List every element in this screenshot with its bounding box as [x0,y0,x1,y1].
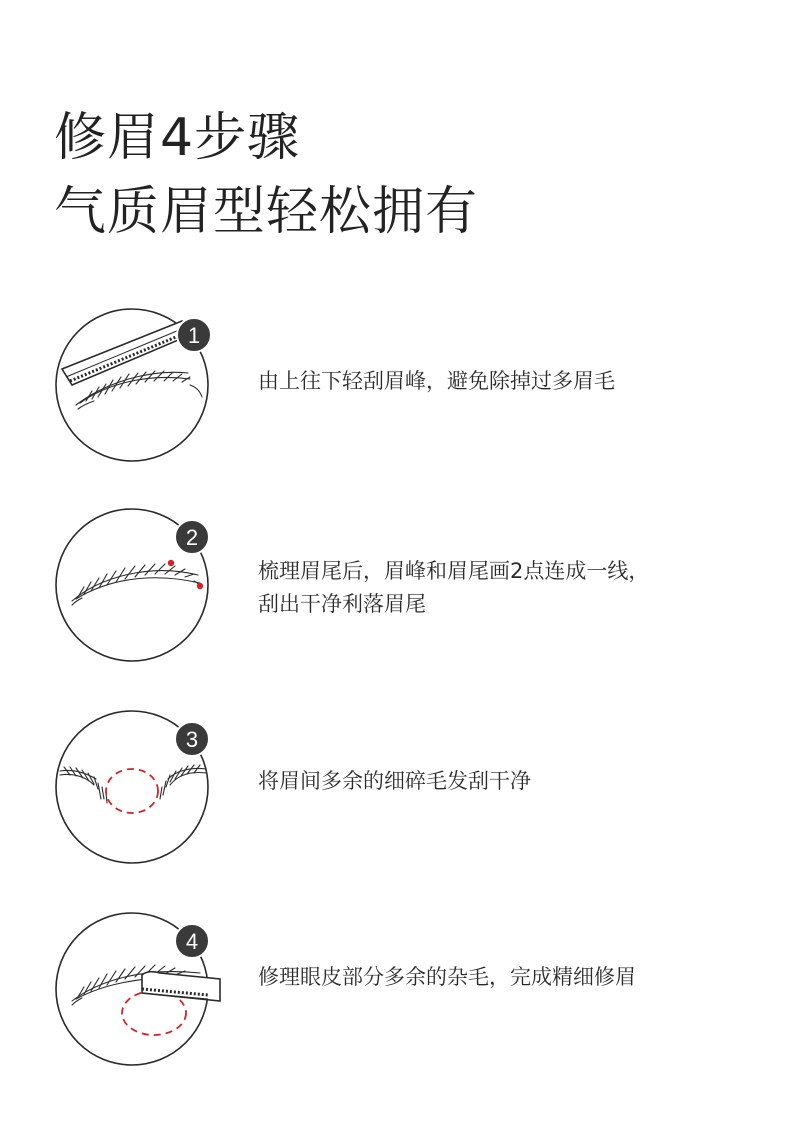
step-1-text [258,365,615,398]
brow-peak-dot [168,560,174,566]
step-4-line-1: 修理眼皮部分多余的杂毛，完成精细修眉 [258,965,636,989]
step-4-illustration [50,909,220,1069]
step-1 [0,305,790,485]
step-3-illustration [50,707,220,867]
title-line-1: 修眉4步骤 [54,108,301,168]
step-2-text [258,555,649,621]
step-2-line-2: 刮出干净利落眉尾 [258,592,426,616]
step-4-text [258,961,636,994]
step-2 [0,505,790,685]
step-4-number: 4 [185,929,199,954]
step-1-illustration [50,305,220,465]
step-3-number: 3 [185,727,199,752]
step-3 [0,707,790,887]
step-2-line-1: 梳理眉尾后，眉峰和眉尾画2点连成一线， [258,559,650,583]
step-2-number: 2 [185,525,199,550]
title-line-2: 气质眉型轻松拥有 [54,182,479,242]
step-4 [0,909,790,1089]
step-3-line-1: 将眉间多余的细碎毛发刮干净 [258,769,531,793]
step-1-line-1: 由上往下轻刮眉峰，避免除掉过多眉毛 [258,369,615,393]
step-2-illustration [50,505,220,665]
step-1-number: 1 [187,323,201,348]
brow-tail-dot [197,583,203,589]
step-3-text [258,765,531,798]
